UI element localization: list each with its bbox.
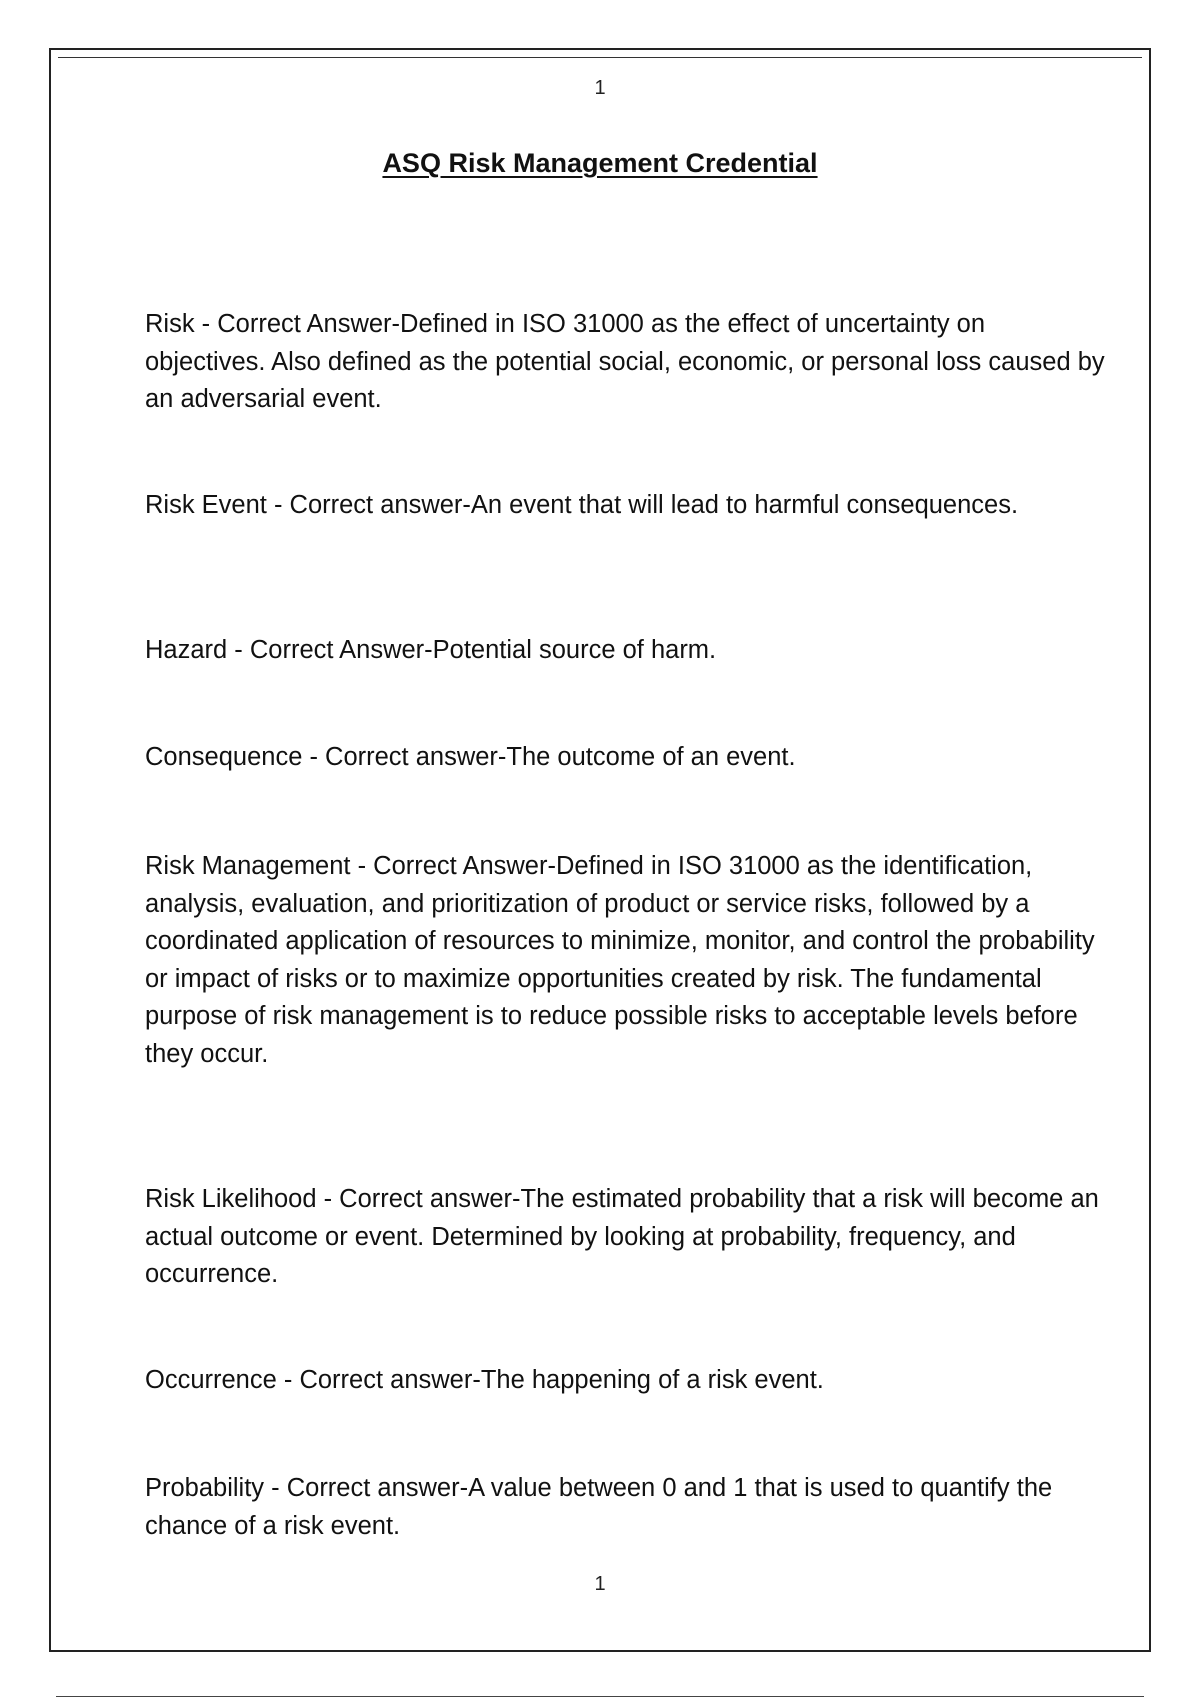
entry-consequence: Consequence - Correct answer-The outcome of an event. [145,743,796,771]
page-number-bottom: 1 [594,1573,606,1595]
page-number-top: 1 [594,77,606,99]
entry-risk-management: Risk Management - Correct Answer-Defined in ISO 31000 as the identification, analysis, evaluation, and prioritization of product or service risks, followed by a coordinated application of resources to minimize, monitor, and control the probability or impact of risks or to maximize opportunities created by risk. The fundamental purpose of risk management is to reduce possible risks to acceptable levels before they occur. [145,852,1095,1068]
entry-risk-event: Risk Event - Correct answer-An event that will lead to harmful consequences. [145,491,1019,519]
document-title: ASQ Risk Management Credential [382,148,818,178]
entry-hazard: Hazard - Correct Answer-Potential source of harm. [145,636,717,664]
document-page [49,48,1151,1652]
entry-risk: Risk - Correct Answer-Defined in ISO 31000 as the effect of uncertainty on objectives. Also defined as the potential social, economic, or personal loss caused by an adversarial event. [145,310,1105,413]
next-page-edge-rule [56,1696,1144,1697]
top-border-rule [58,57,1142,58]
entry-probability: Probability - Correct answer-A value between 0 and 1 that is used to quantify the chance of a risk event. [145,1474,1053,1540]
entry-risk-likelihood: Risk Likelihood - Correct answer-The estimated probability that a risk will become an actual outcome or event. Determined by looking at probability, frequency, and occurrence. [145,1185,1099,1288]
entry-occurrence: Occurrence - Correct answer-The happening of a risk event. [145,1366,824,1394]
